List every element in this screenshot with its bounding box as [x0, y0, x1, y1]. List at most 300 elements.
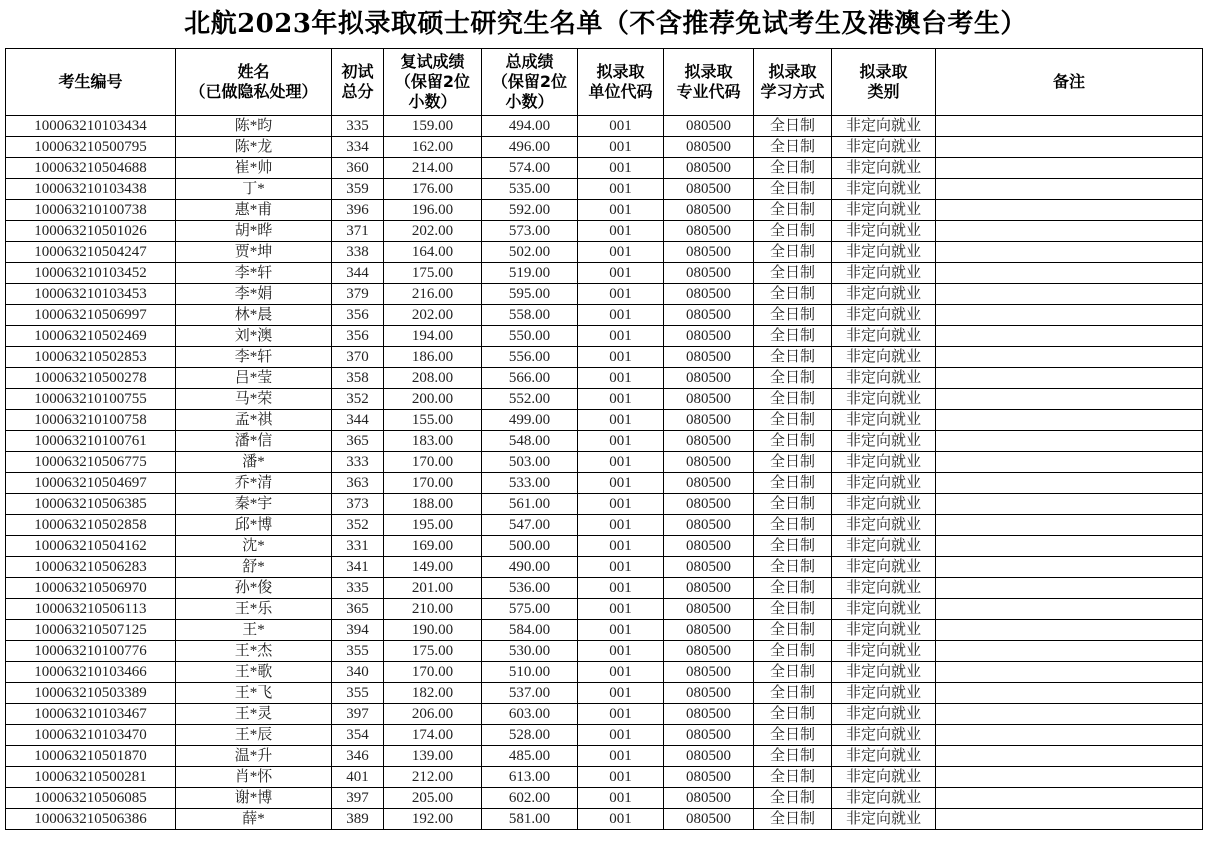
cell-category: 非定向就业	[832, 704, 936, 725]
cell-name: 沈*	[176, 536, 332, 557]
table-row	[6, 452, 1203, 473]
cell-category: 非定向就业	[832, 116, 936, 137]
table-row	[6, 704, 1203, 725]
header-line: 拟录取	[596, 62, 645, 81]
cell-category: 非定向就业	[832, 431, 936, 452]
cell-name: 王*辰	[176, 725, 332, 746]
cell-unit-code: 001	[578, 284, 664, 305]
cell-name: 王*	[176, 620, 332, 641]
admission-table	[5, 48, 1203, 830]
cell-prelim-score: 356	[332, 326, 384, 347]
cell-total-score: 502.00	[482, 242, 578, 263]
cell-prelim-score: 338	[332, 242, 384, 263]
cell-remarks	[936, 746, 1203, 767]
cell-unit-code: 001	[578, 116, 664, 137]
cell-major-code: 080500	[664, 557, 754, 578]
cell-study-mode: 全日制	[754, 599, 832, 620]
cell-retest-score: 186.00	[384, 347, 482, 368]
cell-study-mode: 全日制	[754, 641, 832, 662]
header-line: 拟录取	[859, 62, 908, 81]
cell-retest-score: 200.00	[384, 389, 482, 410]
cell-category: 非定向就业	[832, 788, 936, 809]
cell-unit-code: 001	[578, 725, 664, 746]
cell-exam-id: 100063210103453	[6, 284, 176, 305]
cell-study-mode: 全日制	[754, 158, 832, 179]
cell-name: 温*升	[176, 746, 332, 767]
cell-category: 非定向就业	[832, 179, 936, 200]
cell-major-code: 080500	[664, 431, 754, 452]
cell-total-score: 530.00	[482, 641, 578, 662]
table-row	[6, 557, 1203, 578]
cell-exam-id: 100063210506386	[6, 809, 176, 830]
cell-prelim-score: 346	[332, 746, 384, 767]
cell-category: 非定向就业	[832, 536, 936, 557]
cell-retest-score: 208.00	[384, 368, 482, 389]
cell-unit-code: 001	[578, 347, 664, 368]
cell-study-mode: 全日制	[754, 515, 832, 536]
cell-exam-id: 100063210501026	[6, 221, 176, 242]
cell-exam-id: 100063210506775	[6, 452, 176, 473]
cell-study-mode: 全日制	[754, 767, 832, 788]
cell-remarks	[936, 767, 1203, 788]
cell-total-score: 561.00	[482, 494, 578, 515]
cell-total-score: 533.00	[482, 473, 578, 494]
cell-major-code: 080500	[664, 410, 754, 431]
header-line: 姓名	[237, 62, 270, 81]
cell-study-mode: 全日制	[754, 284, 832, 305]
cell-study-mode: 全日制	[754, 704, 832, 725]
cell-study-mode: 全日制	[754, 326, 832, 347]
cell-prelim-score: 396	[332, 200, 384, 221]
cell-total-score: 575.00	[482, 599, 578, 620]
cell-study-mode: 全日制	[754, 683, 832, 704]
cell-unit-code: 001	[578, 158, 664, 179]
cell-name: 贾*坤	[176, 242, 332, 263]
cell-unit-code: 001	[578, 788, 664, 809]
cell-name: 陈*昀	[176, 116, 332, 137]
cell-retest-score: 182.00	[384, 683, 482, 704]
cell-study-mode: 全日制	[754, 179, 832, 200]
cell-category: 非定向就业	[832, 305, 936, 326]
cell-prelim-score: 335	[332, 578, 384, 599]
cell-prelim-score: 340	[332, 662, 384, 683]
cell-remarks	[936, 494, 1203, 515]
cell-exam-id: 100063210103470	[6, 725, 176, 746]
cell-category: 非定向就业	[832, 347, 936, 368]
cell-study-mode: 全日制	[754, 536, 832, 557]
cell-retest-score: 216.00	[384, 284, 482, 305]
table-row	[6, 368, 1203, 389]
cell-category: 非定向就业	[832, 578, 936, 599]
cell-retest-score: 202.00	[384, 221, 482, 242]
cell-retest-score: 192.00	[384, 809, 482, 830]
cell-major-code: 080500	[664, 662, 754, 683]
header-line: 单位代码	[588, 82, 653, 101]
cell-prelim-score: 341	[332, 557, 384, 578]
cell-total-score: 499.00	[482, 410, 578, 431]
cell-total-score: 535.00	[482, 179, 578, 200]
cell-name: 秦*宇	[176, 494, 332, 515]
cell-unit-code: 001	[578, 179, 664, 200]
cell-name: 崔*帅	[176, 158, 332, 179]
cell-unit-code: 001	[578, 620, 664, 641]
table-row	[6, 431, 1203, 452]
header-line: 总分	[341, 82, 374, 101]
cell-remarks	[936, 704, 1203, 725]
cell-total-score: 490.00	[482, 557, 578, 578]
cell-name: 舒*	[176, 557, 332, 578]
cell-total-score: 510.00	[482, 662, 578, 683]
table-row	[6, 578, 1203, 599]
cell-exam-id: 100063210103438	[6, 179, 176, 200]
cell-category: 非定向就业	[832, 221, 936, 242]
cell-exam-id: 100063210100776	[6, 641, 176, 662]
cell-total-score: 566.00	[482, 368, 578, 389]
cell-name: 王*歌	[176, 662, 332, 683]
table-row	[6, 200, 1203, 221]
cell-major-code: 080500	[664, 347, 754, 368]
cell-remarks	[936, 242, 1203, 263]
cell-unit-code: 001	[578, 515, 664, 536]
cell-name: 林*晨	[176, 305, 332, 326]
cell-remarks	[936, 662, 1203, 683]
header-line: 类别	[867, 82, 900, 101]
cell-retest-score: 212.00	[384, 767, 482, 788]
table-row	[6, 347, 1203, 368]
cell-retest-score: 214.00	[384, 158, 482, 179]
cell-major-code: 080500	[664, 242, 754, 263]
cell-category: 非定向就业	[832, 662, 936, 683]
header-line: 专业代码	[676, 82, 741, 101]
cell-exam-id: 100063210506283	[6, 557, 176, 578]
cell-remarks	[936, 473, 1203, 494]
cell-prelim-score: 359	[332, 179, 384, 200]
cell-major-code: 080500	[664, 305, 754, 326]
cell-remarks	[936, 179, 1203, 200]
header-line: 小数）	[408, 92, 457, 111]
cell-exam-id: 100063210500795	[6, 137, 176, 158]
table-row	[6, 725, 1203, 746]
table-row	[6, 263, 1203, 284]
cell-retest-score: 195.00	[384, 515, 482, 536]
cell-study-mode: 全日制	[754, 431, 832, 452]
cell-total-score: 500.00	[482, 536, 578, 557]
cell-total-score: 485.00	[482, 746, 578, 767]
cell-study-mode: 全日制	[754, 221, 832, 242]
cell-study-mode: 全日制	[754, 410, 832, 431]
cell-name: 刘*澳	[176, 326, 332, 347]
cell-remarks	[936, 641, 1203, 662]
cell-total-score: 496.00	[482, 137, 578, 158]
cell-name: 马*荣	[176, 389, 332, 410]
cell-total-score: 547.00	[482, 515, 578, 536]
cell-exam-id: 100063210506970	[6, 578, 176, 599]
table-row	[6, 536, 1203, 557]
header-line: 复试成绩	[400, 52, 465, 71]
cell-prelim-score: 371	[332, 221, 384, 242]
cell-name: 王*飞	[176, 683, 332, 704]
cell-category: 非定向就业	[832, 284, 936, 305]
cell-remarks	[936, 620, 1203, 641]
cell-exam-id: 100063210507125	[6, 620, 176, 641]
cell-prelim-score: 397	[332, 788, 384, 809]
cell-unit-code: 001	[578, 305, 664, 326]
cell-unit-code: 001	[578, 578, 664, 599]
header-line: 考生编号	[58, 72, 123, 91]
cell-exam-id: 100063210504688	[6, 158, 176, 179]
table-row	[6, 641, 1203, 662]
cell-major-code: 080500	[664, 389, 754, 410]
cell-major-code: 080500	[664, 116, 754, 137]
cell-study-mode: 全日制	[754, 557, 832, 578]
cell-retest-score: 190.00	[384, 620, 482, 641]
table-row	[6, 116, 1203, 137]
cell-study-mode: 全日制	[754, 725, 832, 746]
cell-prelim-score: 397	[332, 704, 384, 725]
table-row	[6, 410, 1203, 431]
cell-name: 惠*甫	[176, 200, 332, 221]
cell-total-score: 503.00	[482, 452, 578, 473]
col-header-exam-id	[6, 49, 176, 116]
cell-retest-score: 170.00	[384, 452, 482, 473]
header-line: 总成绩	[505, 52, 554, 71]
cell-major-code: 080500	[664, 221, 754, 242]
cell-major-code: 080500	[664, 473, 754, 494]
cell-exam-id: 100063210501870	[6, 746, 176, 767]
cell-remarks	[936, 347, 1203, 368]
cell-unit-code: 001	[578, 557, 664, 578]
cell-category: 非定向就业	[832, 158, 936, 179]
cell-remarks	[936, 368, 1203, 389]
cell-exam-id: 100063210100755	[6, 389, 176, 410]
cell-unit-code: 001	[578, 704, 664, 725]
cell-retest-score: 175.00	[384, 263, 482, 284]
cell-study-mode: 全日制	[754, 263, 832, 284]
cell-remarks	[936, 683, 1203, 704]
cell-name: 薛*	[176, 809, 332, 830]
cell-name: 陈*龙	[176, 137, 332, 158]
cell-major-code: 080500	[664, 788, 754, 809]
cell-remarks	[936, 137, 1203, 158]
cell-unit-code: 001	[578, 641, 664, 662]
cell-unit-code: 001	[578, 410, 664, 431]
cell-total-score: 558.00	[482, 305, 578, 326]
cell-category: 非定向就业	[832, 725, 936, 746]
cell-total-score: 519.00	[482, 263, 578, 284]
cell-exam-id: 100063210500281	[6, 767, 176, 788]
cell-prelim-score: 365	[332, 431, 384, 452]
cell-major-code: 080500	[664, 368, 754, 389]
cell-total-score: 584.00	[482, 620, 578, 641]
header-line: 小数）	[505, 92, 554, 111]
cell-retest-score: 139.00	[384, 746, 482, 767]
col-header-study-mode	[754, 49, 832, 116]
cell-study-mode: 全日制	[754, 137, 832, 158]
cell-prelim-score: 355	[332, 683, 384, 704]
cell-study-mode: 全日制	[754, 200, 832, 221]
cell-exam-id: 100063210506385	[6, 494, 176, 515]
cell-remarks	[936, 158, 1203, 179]
table-row	[6, 620, 1203, 641]
cell-major-code: 080500	[664, 746, 754, 767]
table-header-row	[6, 49, 1203, 116]
cell-unit-code: 001	[578, 494, 664, 515]
table-row	[6, 515, 1203, 536]
cell-study-mode: 全日制	[754, 578, 832, 599]
col-header-prelim-score	[332, 49, 384, 116]
cell-total-score: 613.00	[482, 767, 578, 788]
table-row	[6, 788, 1203, 809]
cell-major-code: 080500	[664, 137, 754, 158]
cell-unit-code: 001	[578, 746, 664, 767]
cell-unit-code: 001	[578, 368, 664, 389]
cell-total-score: 536.00	[482, 578, 578, 599]
cell-exam-id: 100063210103466	[6, 662, 176, 683]
cell-category: 非定向就业	[832, 683, 936, 704]
header-line: 学习方式	[760, 82, 825, 101]
cell-name: 丁*	[176, 179, 332, 200]
cell-category: 非定向就业	[832, 641, 936, 662]
cell-total-score: 573.00	[482, 221, 578, 242]
cell-major-code: 080500	[664, 158, 754, 179]
cell-major-code: 080500	[664, 599, 754, 620]
cell-study-mode: 全日制	[754, 662, 832, 683]
cell-exam-id: 100063210103434	[6, 116, 176, 137]
cell-retest-score: 188.00	[384, 494, 482, 515]
table-row	[6, 599, 1203, 620]
cell-retest-score: 169.00	[384, 536, 482, 557]
cell-remarks	[936, 725, 1203, 746]
cell-major-code: 080500	[664, 767, 754, 788]
cell-unit-code: 001	[578, 536, 664, 557]
cell-exam-id: 100063210103452	[6, 263, 176, 284]
header-line: （保留2位	[491, 72, 568, 91]
cell-study-mode: 全日制	[754, 788, 832, 809]
cell-name: 胡*晔	[176, 221, 332, 242]
cell-unit-code: 001	[578, 200, 664, 221]
cell-category: 非定向就业	[832, 494, 936, 515]
table-row	[6, 158, 1203, 179]
cell-name: 吕*莹	[176, 368, 332, 389]
cell-major-code: 080500	[664, 578, 754, 599]
cell-prelim-score: 379	[332, 284, 384, 305]
table-row	[6, 767, 1203, 788]
table-row	[6, 683, 1203, 704]
cell-remarks	[936, 116, 1203, 137]
table-row	[6, 494, 1203, 515]
table-row	[6, 284, 1203, 305]
table-row	[6, 179, 1203, 200]
cell-retest-score: 183.00	[384, 431, 482, 452]
table-row	[6, 137, 1203, 158]
cell-remarks	[936, 788, 1203, 809]
cell-remarks	[936, 431, 1203, 452]
cell-prelim-score: 344	[332, 410, 384, 431]
cell-remarks	[936, 515, 1203, 536]
cell-retest-score: 170.00	[384, 473, 482, 494]
cell-exam-id: 100063210500278	[6, 368, 176, 389]
cell-prelim-score: 335	[332, 116, 384, 137]
cell-study-mode: 全日制	[754, 620, 832, 641]
cell-name: 李*轩	[176, 347, 332, 368]
col-header-major-code	[664, 49, 754, 116]
cell-prelim-score: 344	[332, 263, 384, 284]
col-header-name	[176, 49, 332, 116]
cell-major-code: 080500	[664, 683, 754, 704]
cell-unit-code: 001	[578, 473, 664, 494]
cell-total-score: 552.00	[482, 389, 578, 410]
cell-major-code: 080500	[664, 704, 754, 725]
table-row	[6, 242, 1203, 263]
cell-unit-code: 001	[578, 263, 664, 284]
cell-unit-code: 001	[578, 137, 664, 158]
cell-total-score: 548.00	[482, 431, 578, 452]
cell-exam-id: 100063210502858	[6, 515, 176, 536]
cell-name: 王*乐	[176, 599, 332, 620]
cell-prelim-score: 358	[332, 368, 384, 389]
cell-retest-score: 174.00	[384, 725, 482, 746]
cell-remarks	[936, 809, 1203, 830]
cell-total-score: 603.00	[482, 704, 578, 725]
cell-remarks	[936, 536, 1203, 557]
cell-retest-score: 176.00	[384, 179, 482, 200]
cell-retest-score: 206.00	[384, 704, 482, 725]
cell-exam-id: 100063210502853	[6, 347, 176, 368]
col-header-total-score	[482, 49, 578, 116]
cell-name: 孙*俊	[176, 578, 332, 599]
cell-unit-code: 001	[578, 326, 664, 347]
cell-category: 非定向就业	[832, 767, 936, 788]
cell-category: 非定向就业	[832, 809, 936, 830]
cell-category: 非定向就业	[832, 746, 936, 767]
cell-unit-code: 001	[578, 662, 664, 683]
cell-total-score: 602.00	[482, 788, 578, 809]
header-line: （保留2位	[394, 72, 471, 91]
cell-prelim-score: 370	[332, 347, 384, 368]
cell-retest-score: 164.00	[384, 242, 482, 263]
cell-prelim-score: 352	[332, 515, 384, 536]
cell-exam-id: 100063210100738	[6, 200, 176, 221]
cell-name: 乔*清	[176, 473, 332, 494]
cell-exam-id: 100063210506997	[6, 305, 176, 326]
cell-remarks	[936, 305, 1203, 326]
cell-category: 非定向就业	[832, 263, 936, 284]
cell-remarks	[936, 578, 1203, 599]
cell-name: 肖*怀	[176, 767, 332, 788]
table-body	[6, 116, 1203, 830]
cell-total-score: 581.00	[482, 809, 578, 830]
cell-category: 非定向就业	[832, 389, 936, 410]
table-row	[6, 473, 1203, 494]
header-line: （已做隐私处理）	[189, 82, 318, 101]
table-row	[6, 326, 1203, 347]
cell-prelim-score: 356	[332, 305, 384, 326]
cell-category: 非定向就业	[832, 599, 936, 620]
cell-study-mode: 全日制	[754, 452, 832, 473]
cell-study-mode: 全日制	[754, 116, 832, 137]
cell-exam-id: 100063210506085	[6, 788, 176, 809]
cell-prelim-score: 333	[332, 452, 384, 473]
cell-category: 非定向就业	[832, 137, 936, 158]
cell-remarks	[936, 326, 1203, 347]
cell-prelim-score: 365	[332, 599, 384, 620]
cell-study-mode: 全日制	[754, 368, 832, 389]
cell-prelim-score: 394	[332, 620, 384, 641]
cell-exam-id: 100063210504162	[6, 536, 176, 557]
cell-prelim-score: 401	[332, 767, 384, 788]
cell-remarks	[936, 221, 1203, 242]
cell-exam-id: 100063210100761	[6, 431, 176, 452]
